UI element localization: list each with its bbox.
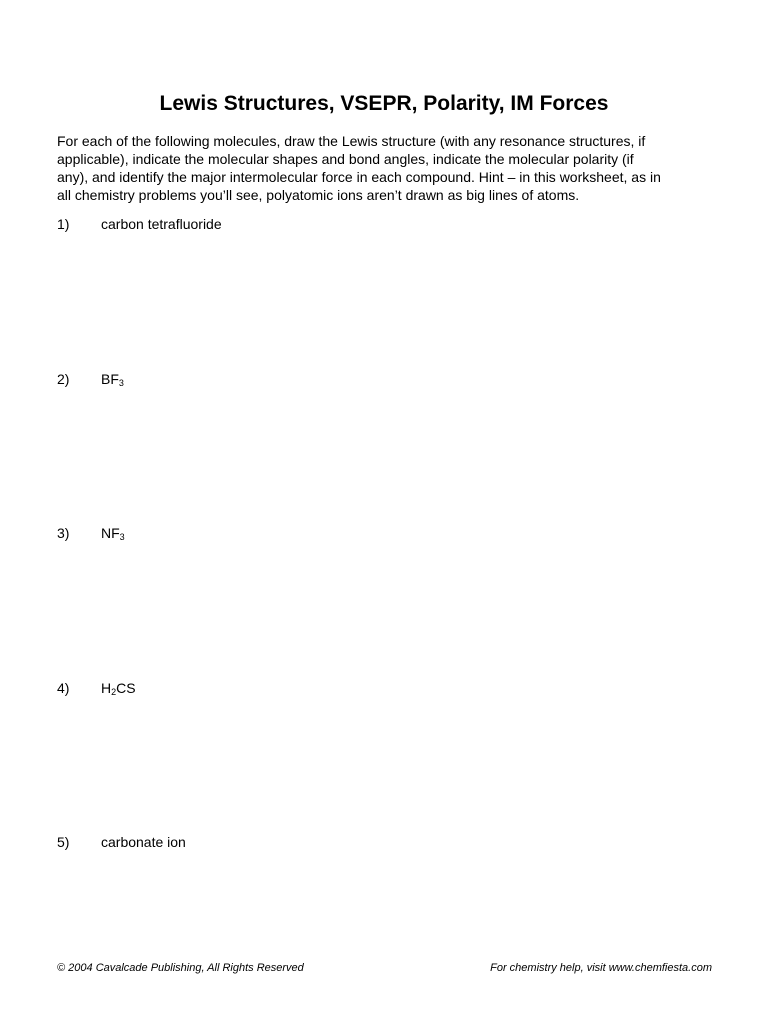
worksheet-title: Lewis Structures, VSEPR, Polarity, IM Forces: [159, 92, 609, 115]
formula-subscript: 2: [111, 687, 117, 697]
question-formula: [101, 679, 136, 697]
formula-part: CS: [116, 680, 136, 696]
formula-subscript: 3: [119, 532, 125, 542]
formula-part: H: [101, 680, 112, 696]
question-text: carbonate ion: [101, 834, 186, 850]
formula-part: BF: [101, 371, 119, 387]
question-formula: [101, 524, 125, 542]
instructions-line: any), and identify the major intermolecular force in each compound. Hint – in this worksheet, as in: [57, 169, 661, 185]
instructions-line: For each of the following molecules, draw the Lewis structure (with any resonance structures, if: [57, 133, 646, 149]
formula-subscript: 3: [118, 378, 124, 388]
instructions-line: all chemistry problems you’ll see, polyatomic ions aren’t drawn as big lines of atoms.: [57, 187, 580, 203]
footer-website-note: For chemistry help, visit www.chemfiesta.com: [490, 962, 712, 974]
question-text: carbon tetrafluoride: [101, 216, 222, 232]
question-number: 2): [57, 371, 70, 387]
instructions-paragraph: [57, 132, 717, 204]
question-number: 3): [57, 525, 70, 541]
footer-copyright: © 2004 Cavalcade Publishing, All Rights Reserved: [57, 962, 304, 974]
question-number: 4): [57, 680, 70, 696]
question-number: 5): [57, 834, 70, 850]
instructions-line: applicable), indicate the molecular shapes and bond angles, indicate the molecular polarity (if: [57, 151, 634, 167]
question-number: 1): [57, 216, 70, 232]
formula-part: NF: [101, 525, 120, 541]
question-formula: [101, 370, 124, 388]
